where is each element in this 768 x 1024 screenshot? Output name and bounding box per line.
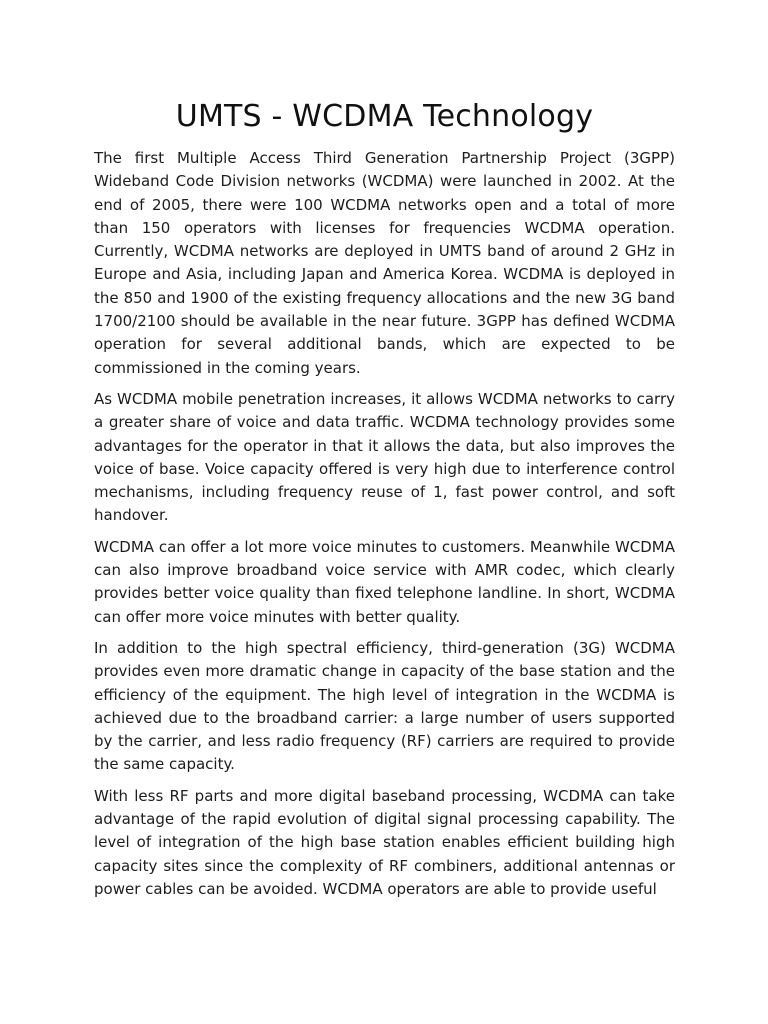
document-title: UMTS - WCDMA Technology: [175, 99, 594, 134]
paragraph-2: As WCDMA mobile penetration increases, it allows WCDMA networks to carry a greater share of voice and data traffic. WCDMA technology provides some advantages for the operator in that it allows the data, but also improves the voice of base. Voice capacity offered is very high due to interference control mechanisms, including frequency reuse of 1, fast power control, and soft handover.: [94, 389, 675, 525]
paragraph-3: WCDMA can offer a lot more voice minutes to customers. Meanwhile WCDMA can also improve broadband voice service with AMR codec, which clearly provides better voice quality than fixed telephone landline. In short, WCDMA can offer more voice minutes with better quality.: [94, 537, 675, 626]
paragraph-4: In addition to the high spectral efficiency, third-generation (3G) WCDMA provides even more dramatic change in capacity of the base station and the efficiency of the equipment. The high level of integration in the WCDMA is achieved due to the broadband carrier: a large number of users supported by the carrier, and less radio frequency (RF) carriers are required to provide the same capacity.: [94, 638, 675, 774]
paragraph-1: The first Multiple Access Third Generation Partnership Project (3GPP) Wideband Code Division networks (WCDMA) were launched in 2002. At the end of 2005, there were 100 WCDMA networks open and a total of more than 150 operators with licenses for frequencies WCDMA operation. Currently, WCDMA networks are deployed in UMTS band of around 2 GHz in Europe and Asia, including Japan and America Korea. WCDMA is deployed in the 850 and 1900 of the existing frequency allocations and the new 3G band 1700/2100 should be available in the near future. 3GPP has defined WCDMA operation for several additional bands, which are expected to be commissioned in the coming years.: [94, 149, 675, 377]
paragraph-5: With less RF parts and more digital baseband processing, WCDMA can take advantage of the rapid evolution of digital signal processing capability. The level of integration of the high base station enables efficient building high capacity sites since the complexity of RF combiners, additional antennas or power cables can be avoided. WCDMA operators are able to provide useful: [94, 786, 675, 898]
document-page: [94, 96, 675, 909]
